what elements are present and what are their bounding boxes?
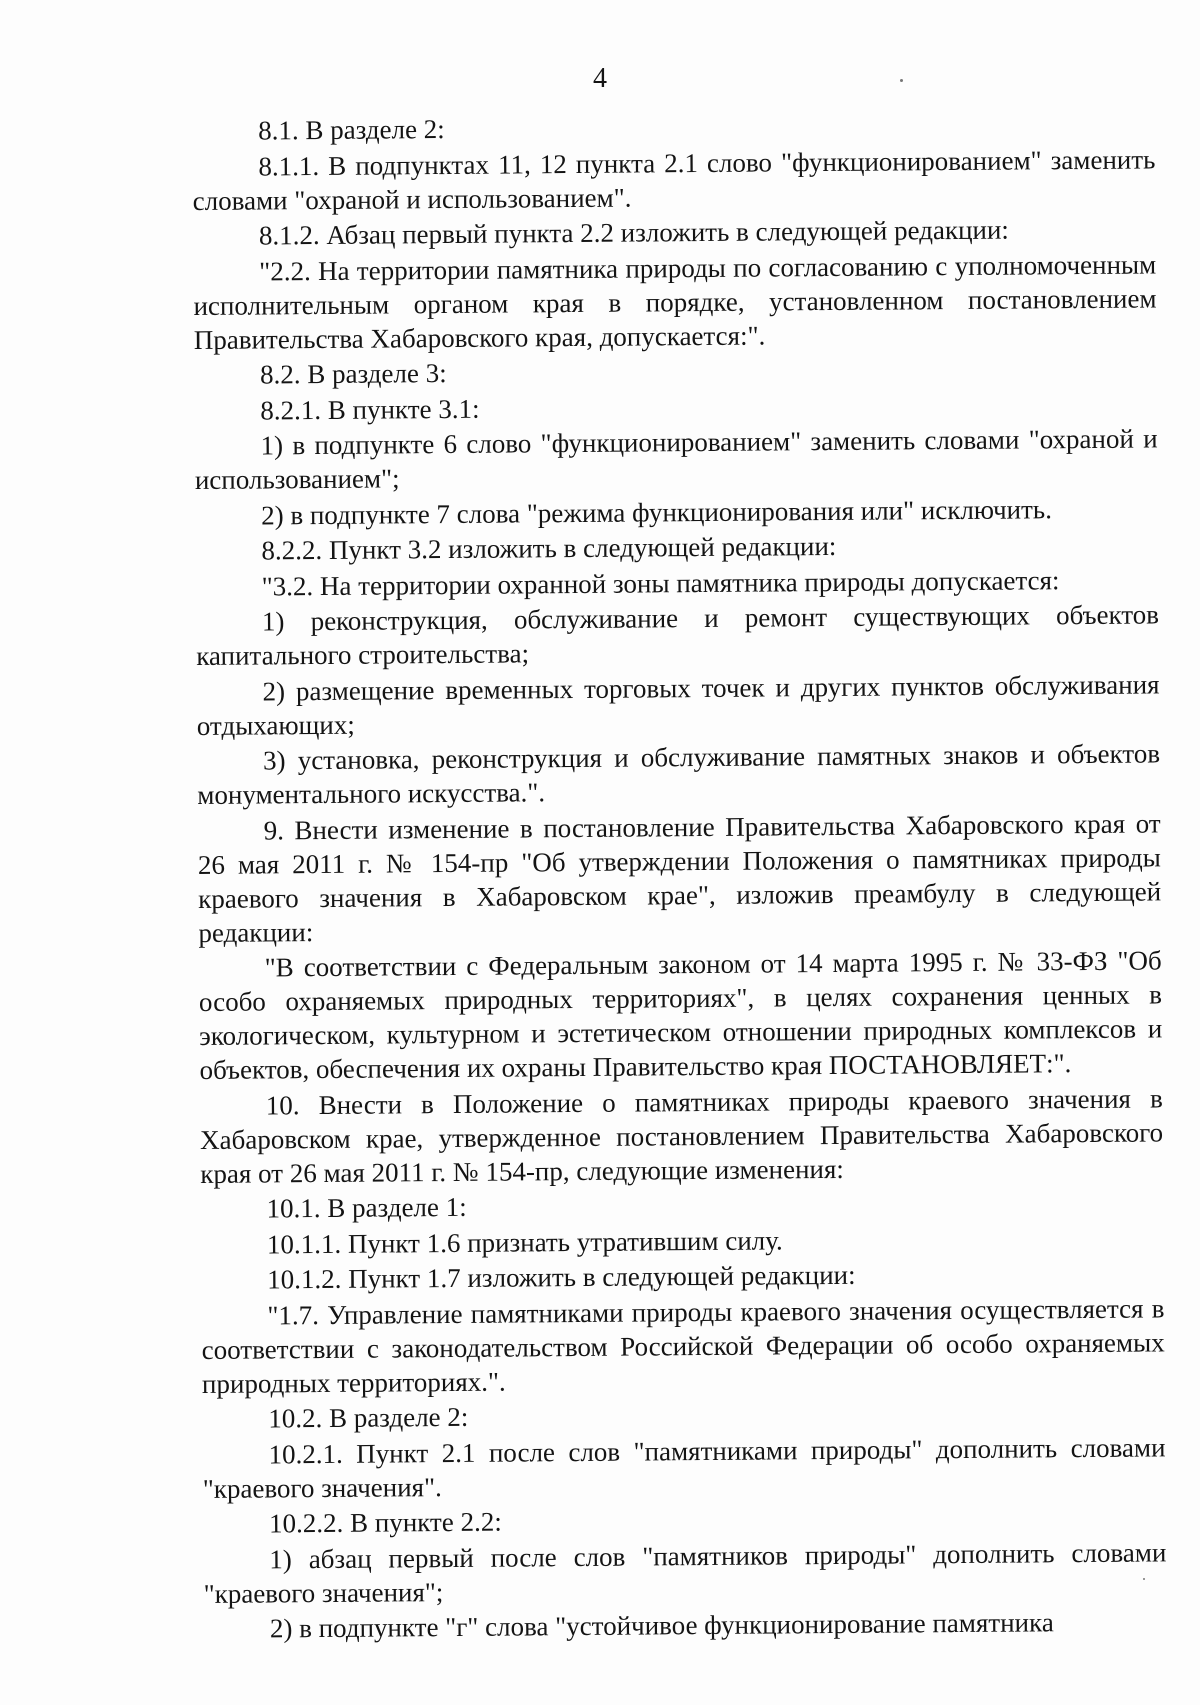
scan-speck	[1143, 1578, 1145, 1580]
paragraph: 10.2.1. Пункт 2.1 после слов "памятниками природы" дополнить словами "краевого значения".	[202, 1431, 1166, 1504]
paragraph: 2) размещение временных торговых точек и других пунктов обслуживания отдыхающих;	[196, 668, 1160, 741]
paragraph: 10. Внести в Положение о памятниках природы краевого значения в Хабаровском крае, утвержденное постановлением Правительства Хабаровского края от 26 мая 2011 г. № 154-пр, следующие изменения:	[199, 1082, 1164, 1189]
paragraph: "2.2. На территории памятника природы по согласованию с уполномоченным исполнительным органом края в порядке, установленном постановлением Правительства Хабаровского края, допускается:".	[193, 248, 1157, 355]
page-number: 4	[593, 63, 607, 94]
paragraph: 8.2.2. Пункт 3.2 изложить в следующей редакции:	[261, 530, 837, 566]
paragraph: "3.2. На территории охранной зоны памятника природы допускается:	[261, 564, 1060, 601]
paragraph: 8.1. В разделе 2:	[258, 114, 445, 146]
scan-speck	[900, 79, 903, 82]
paragraph: 8.2. В разделе 3:	[259, 358, 447, 390]
paragraph: 3) установка, реконструкция и обслуживание памятных знаков и объектов монументального искусства.".	[197, 738, 1161, 810]
paragraph: 10.1.1. Пункт 1.6 признать утратившим силу.	[266, 1224, 783, 1259]
paragraph: 2) в подпункте 7 слова "режима функционирования или" исключить.	[261, 493, 1053, 530]
paragraph: 8.2.1. В пункте 3.1:	[260, 393, 480, 425]
paragraph: 1) абзац первый после слов "памятников природы" дополнить словами "краевого значения";	[203, 1536, 1167, 1609]
paragraph: "В соответствии с Федеральным законом от 14 марта 1995 г. № 33-ФЗ "Об особо охраняемых природных территориях", в целях сохранения ценных в экологическом, культурном и эстетическом отношении природных комплексов и объектов, обеспечения их охраны Правительство края ПОСТАНОВЛЯЕТ:".	[198, 945, 1163, 1085]
paragraph: 8.1.1. В подпунктах 11, 12 пункта 2.1 слово "функционированием" заменить словами "охраной и использованием".	[192, 143, 1156, 216]
paragraph: 1) в подпункте 6 слово "функционированием" заменить словами "охраной и использованием";	[194, 423, 1158, 495]
paragraph: "1.7. Управление памятниками природы краевого значения осуществляется в соответствии с законодательством Российской Федерации об особо охраняемых природных территориях.".	[201, 1292, 1165, 1399]
paragraph: 10.2.2. В пункте 2.2:	[268, 1506, 502, 1539]
paragraph: 10.1.2. Пункт 1.7 изложить в следующей редакции:	[267, 1259, 856, 1295]
paragraph: 10.2. В разделе 2:	[268, 1401, 469, 1434]
paragraph: 9. Внести изменение в постановление Правительства Хабаровского края от 26 мая 2011 г. № 154-пр "Об утверждении Положения о памятниках природы краевого значения в Хабаровском крае", изложив преамбулу в следующей редакции:	[197, 807, 1162, 948]
paragraph: 1) реконструкция, обслуживание и ремонт существующих объектов капитального строительства;	[196, 599, 1160, 671]
paragraph: 2) в подпункте "г" слова "устойчивое функционирование памятника	[269, 1607, 1054, 1644]
document-body	[192, 106, 1167, 1647]
paragraph: 8.1.2. Абзац первый пункта 2.2 изложить в следующей редакции:	[258, 214, 1009, 251]
paragraph: 10.1. В разделе 1:	[266, 1191, 467, 1224]
